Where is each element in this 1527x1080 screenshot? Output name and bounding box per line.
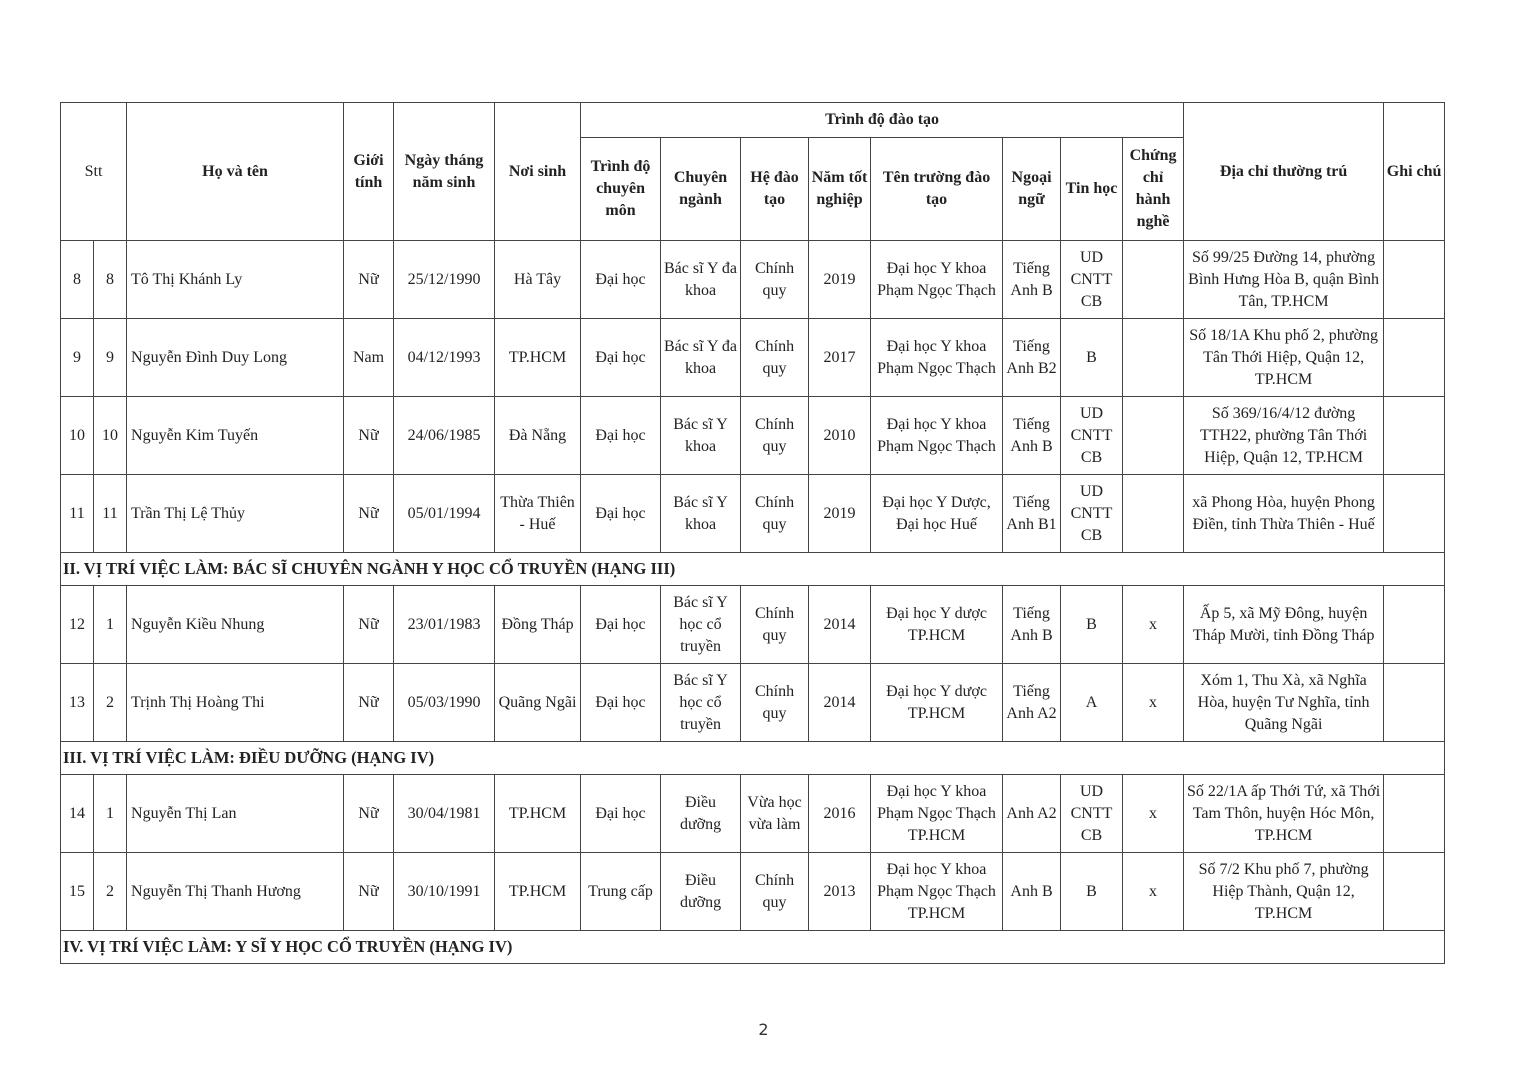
cell-dob: 05/03/1990: [394, 664, 495, 742]
cell-school: Đại học Y khoa Phạm Ngọc Thạch: [871, 241, 1003, 319]
cell-grad-year: 2017: [809, 319, 871, 397]
section-heading-row: [61, 553, 1445, 586]
cell-language: Tiếng Anh B1: [1003, 475, 1061, 553]
cell-sub-stt: 2: [94, 664, 127, 742]
cell-mode: Chính quy: [741, 664, 809, 742]
page-number: 2: [758, 1020, 769, 1039]
cell-major: Bác sĩ Y khoa: [661, 475, 741, 553]
cell-stt: 15: [61, 853, 94, 931]
table-row: [61, 319, 1445, 397]
cell-license: x: [1123, 853, 1184, 931]
cell-school: Đại học Y khoa Phạm Ngọc Thạch: [871, 397, 1003, 475]
table-row: [61, 397, 1445, 475]
header-address: Địa chỉ thường trú: [1184, 103, 1384, 241]
header-license: Chứng chỉ hành nghề: [1123, 138, 1184, 241]
header-name: Họ và tên: [127, 103, 344, 241]
cell-note: [1384, 475, 1445, 553]
cell-note: [1384, 775, 1445, 853]
cell-stt: 9: [61, 319, 94, 397]
cell-major: Bác sĩ Y học cổ truyền: [661, 586, 741, 664]
cell-sub-stt: 10: [94, 397, 127, 475]
header-it: Tin học: [1061, 138, 1123, 241]
cell-gender: Nữ: [344, 853, 394, 931]
table-row: [61, 586, 1445, 664]
table-header: [61, 103, 1445, 241]
cell-gender: Nữ: [344, 586, 394, 664]
header-level: Trình độ chuyên môn: [581, 138, 661, 241]
cell-name: Trịnh Thị Hoàng Thi: [127, 664, 344, 742]
cell-dob: 05/01/1994: [394, 475, 495, 553]
section-heading: II. VỊ TRÍ VIỆC LÀM: BÁC SĨ CHUYÊN NGÀNH Y HỌC CỔ TRUYỀN (HẠNG III): [61, 553, 1445, 586]
candidate-table-sheet: [60, 102, 1444, 964]
cell-language: Anh B: [1003, 853, 1061, 931]
cell-mode: Chính quy: [741, 241, 809, 319]
cell-license: [1123, 475, 1184, 553]
cell-language: Anh A2: [1003, 775, 1061, 853]
cell-it: B: [1061, 319, 1123, 397]
cell-it: UD CNTT CB: [1061, 475, 1123, 553]
cell-license: [1123, 241, 1184, 319]
cell-stt: 14: [61, 775, 94, 853]
section-heading-row: [61, 742, 1445, 775]
cell-name: Nguyễn Đình Duy Long: [127, 319, 344, 397]
cell-address: Số 7/2 Khu phố 7, phường Hiệp Thành, Quận 12, TP.HCM: [1184, 853, 1384, 931]
cell-grad-year: 2014: [809, 664, 871, 742]
cell-major: Điều dưỡng: [661, 853, 741, 931]
cell-mode: Chính quy: [741, 319, 809, 397]
cell-gender: Nữ: [344, 775, 394, 853]
cell-school: Đại học Y khoa Phạm Ngọc Thạch TP.HCM: [871, 853, 1003, 931]
cell-birthplace: TP.HCM: [495, 853, 581, 931]
cell-mode: Chính quy: [741, 586, 809, 664]
cell-dob: 25/12/1990: [394, 241, 495, 319]
cell-note: [1384, 586, 1445, 664]
cell-license: x: [1123, 775, 1184, 853]
cell-address: Số 99/25 Đường 14, phường Bình Hưng Hòa B, quận Bình Tân, TP.HCM: [1184, 241, 1384, 319]
cell-sub-stt: 9: [94, 319, 127, 397]
cell-stt: 11: [61, 475, 94, 553]
cell-birthplace: Thừa Thiên - Huế: [495, 475, 581, 553]
cell-grad-year: 2016: [809, 775, 871, 853]
section-heading-row: [61, 931, 1445, 964]
cell-stt: 10: [61, 397, 94, 475]
cell-name: Nguyễn Thị Lan: [127, 775, 344, 853]
cell-level: Đại học: [581, 664, 661, 742]
cell-grad-year: 2013: [809, 853, 871, 931]
header-mode: Hệ đào tạo: [741, 138, 809, 241]
cell-sub-stt: 8: [94, 241, 127, 319]
cell-level: Đại học: [581, 241, 661, 319]
cell-major: Bác sĩ Y đa khoa: [661, 241, 741, 319]
cell-it: B: [1061, 586, 1123, 664]
table-body: [61, 241, 1445, 964]
cell-license: x: [1123, 664, 1184, 742]
cell-address: Xóm 1, Thu Xà, xã Nghĩa Hòa, huyện Tư Nghĩa, tỉnh Quãng Ngãi: [1184, 664, 1384, 742]
cell-note: [1384, 319, 1445, 397]
table-row: [61, 664, 1445, 742]
cell-license: [1123, 397, 1184, 475]
cell-address: xã Phong Hòa, huyện Phong Điền, tỉnh Thừa Thiên - Huế: [1184, 475, 1384, 553]
cell-birthplace: Đồng Tháp: [495, 586, 581, 664]
cell-address: Ấp 5, xã Mỹ Đông, huyện Tháp Mười, tỉnh Đồng Tháp: [1184, 586, 1384, 664]
cell-mode: Chính quy: [741, 853, 809, 931]
cell-level: Đại học: [581, 586, 661, 664]
cell-school: Đại học Y dược TP.HCM: [871, 586, 1003, 664]
cell-language: Tiếng Anh B: [1003, 397, 1061, 475]
header-gender: Giới tính: [344, 103, 394, 241]
cell-sub-stt: 11: [94, 475, 127, 553]
table-row: [61, 853, 1445, 931]
cell-level: Đại học: [581, 475, 661, 553]
header-major: Chuyên ngành: [661, 138, 741, 241]
cell-gender: Nữ: [344, 664, 394, 742]
cell-name: Trần Thị Lệ Thủy: [127, 475, 344, 553]
cell-school: Đại học Y khoa Phạm Ngọc Thạch TP.HCM: [871, 775, 1003, 853]
cell-stt: 8: [61, 241, 94, 319]
cell-sub-stt: 1: [94, 586, 127, 664]
cell-gender: Nữ: [344, 241, 394, 319]
cell-mode: Chính quy: [741, 397, 809, 475]
header-dob: Ngày tháng năm sinh: [394, 103, 495, 241]
cell-major: Bác sĩ Y đa khoa: [661, 319, 741, 397]
cell-stt: 12: [61, 586, 94, 664]
cell-sub-stt: 2: [94, 853, 127, 931]
cell-birthplace: Quãng Ngãi: [495, 664, 581, 742]
cell-gender: Nữ: [344, 397, 394, 475]
header-school: Tên trường đào tạo: [871, 138, 1003, 241]
cell-birthplace: Hà Tây: [495, 241, 581, 319]
cell-level: Đại học: [581, 319, 661, 397]
cell-it: UD CNTT CB: [1061, 241, 1123, 319]
cell-it: UD CNTT CB: [1061, 775, 1123, 853]
cell-birthplace: TP.HCM: [495, 775, 581, 853]
cell-mode: Vừa học vừa làm: [741, 775, 809, 853]
cell-level: Trung cấp: [581, 853, 661, 931]
table-row: [61, 775, 1445, 853]
cell-address: Số 18/1A Khu phố 2, phường Tân Thới Hiệp, Quận 12, TP.HCM: [1184, 319, 1384, 397]
cell-language: Tiếng Anh B: [1003, 241, 1061, 319]
header-birthplace: Nơi sinh: [495, 103, 581, 241]
cell-note: [1384, 241, 1445, 319]
cell-birthplace: Đà Nẵng: [495, 397, 581, 475]
cell-language: Tiếng Anh B2: [1003, 319, 1061, 397]
cell-it: A: [1061, 664, 1123, 742]
cell-grad-year: 2019: [809, 241, 871, 319]
cell-major: Bác sĩ Y khoa: [661, 397, 741, 475]
cell-note: [1384, 664, 1445, 742]
table-row: [61, 241, 1445, 319]
cell-mode: Chính quy: [741, 475, 809, 553]
cell-gender: Nữ: [344, 475, 394, 553]
cell-stt: 13: [61, 664, 94, 742]
candidate-table: [60, 102, 1445, 964]
cell-dob: 30/10/1991: [394, 853, 495, 931]
cell-note: [1384, 853, 1445, 931]
cell-language: Tiếng Anh A2: [1003, 664, 1061, 742]
cell-address: Số 22/1A ấp Thới Tứ, xã Thới Tam Thôn, huyện Hóc Môn, TP.HCM: [1184, 775, 1384, 853]
section-heading: IV. VỊ TRÍ VIỆC LÀM: Y SĨ Y HỌC CỔ TRUYỀN (HẠNG IV): [61, 931, 1445, 964]
cell-major: Điều dưỡng: [661, 775, 741, 853]
cell-birthplace: TP.HCM: [495, 319, 581, 397]
header-language: Ngoại ngữ: [1003, 138, 1061, 241]
cell-dob: 24/06/1985: [394, 397, 495, 475]
cell-grad-year: 2019: [809, 475, 871, 553]
cell-name: Nguyễn Kiều Nhung: [127, 586, 344, 664]
cell-gender: Nam: [344, 319, 394, 397]
cell-it: B: [1061, 853, 1123, 931]
cell-name: Tô Thị Khánh Ly: [127, 241, 344, 319]
cell-school: Đại học Y Dược, Đại học Huế: [871, 475, 1003, 553]
cell-name: Nguyễn Kim Tuyến: [127, 397, 344, 475]
cell-level: Đại học: [581, 397, 661, 475]
cell-level: Đại học: [581, 775, 661, 853]
cell-dob: 30/04/1981: [394, 775, 495, 853]
cell-name: Nguyễn Thị Thanh Hương: [127, 853, 344, 931]
cell-license: x: [1123, 586, 1184, 664]
cell-language: Tiếng Anh B: [1003, 586, 1061, 664]
header-grad-year: Năm tốt nghiệp: [809, 138, 871, 241]
cell-note: [1384, 397, 1445, 475]
cell-school: Đại học Y dược TP.HCM: [871, 664, 1003, 742]
cell-dob: 23/01/1983: [394, 586, 495, 664]
table-row: [61, 475, 1445, 553]
cell-it: UD CNTT CB: [1061, 397, 1123, 475]
cell-address: Số 369/16/4/12 đường TTH22, phường Tân Thới Hiệp, Quận 12, TP.HCM: [1184, 397, 1384, 475]
header-note: Ghi chú: [1384, 103, 1445, 241]
cell-dob: 04/12/1993: [394, 319, 495, 397]
cell-grad-year: 2010: [809, 397, 871, 475]
header-stt: Stt: [61, 103, 127, 241]
section-heading: III. VỊ TRÍ VIỆC LÀM: ĐIỀU DƯỠNG (HẠNG IV): [61, 742, 1445, 775]
cell-school: Đại học Y khoa Phạm Ngọc Thạch: [871, 319, 1003, 397]
cell-major: Bác sĩ Y học cổ truyền: [661, 664, 741, 742]
cell-grad-year: 2014: [809, 586, 871, 664]
cell-license: [1123, 319, 1184, 397]
cell-sub-stt: 1: [94, 775, 127, 853]
header-training-group: Trình độ đào tạo: [581, 103, 1184, 138]
